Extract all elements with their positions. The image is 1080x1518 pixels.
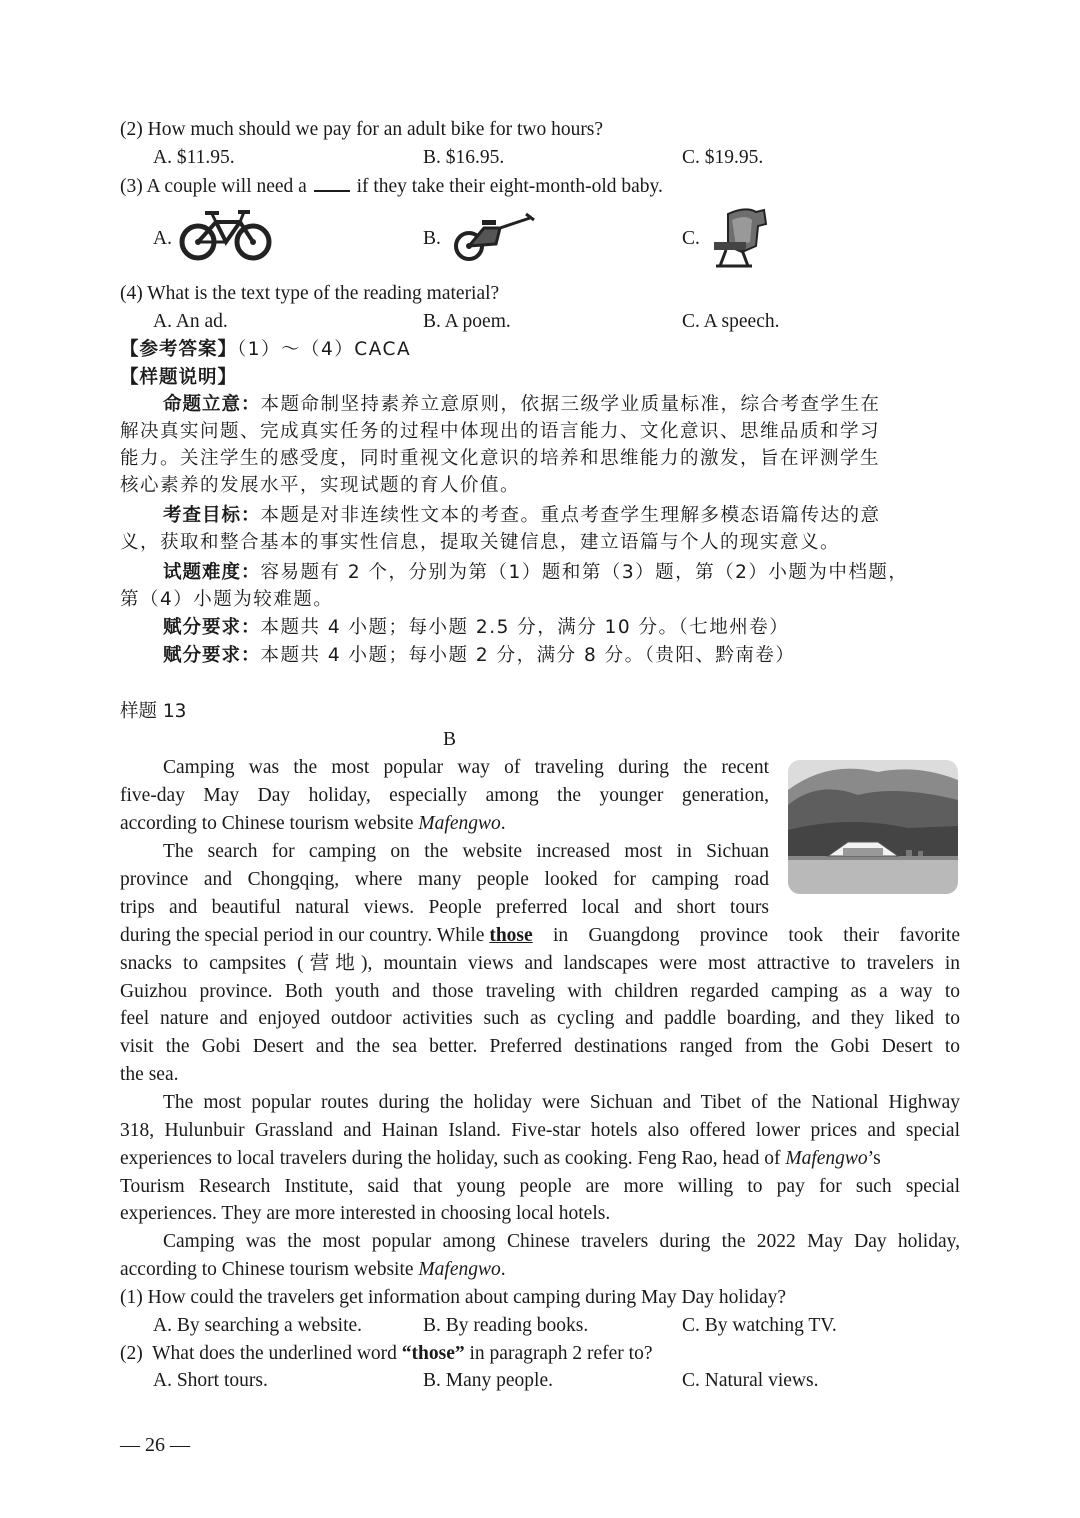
p2-line-7: feel nature and enjoyed outdoor activities such as cycling and paddle boarding, and they liked to — [120, 1008, 960, 1029]
q2-prev-stem: (2) How much should we pay for an adult bike for two hours? — [120, 119, 604, 140]
q1-option-b: B. By reading books. — [423, 1315, 589, 1336]
p4-line-1: Camping was the most popular among Chinese travelers during the 2022 May Day holiday, — [163, 1231, 960, 1252]
child-trailer-icon — [452, 210, 537, 262]
q2-option-a: A. Short tours. — [153, 1370, 268, 1391]
answer-line — [120, 336, 411, 364]
p2-line-6: Guizhou province. Both youth and those traveling with children regarded camping as a way to — [120, 981, 960, 1002]
q1-stem: (1) How could the travelers get information about camping during May Day holiday? — [120, 1287, 787, 1308]
q2-prev-option-b: B. $16.95. — [423, 147, 505, 168]
p3-line-5: experiences. They are more interested in choosing local hotels. — [120, 1203, 611, 1224]
q2-option-b: B. Many people. — [423, 1370, 553, 1391]
q3-prev-stem-pre: (3) A couple will need a — [120, 176, 307, 197]
p2-line-4: during the special period in our country. While those in Guangdong province took their favorite — [120, 922, 960, 950]
difficulty-line-1: 试题难度：容易题有 2 个，分别为第（1）题和第（3）题，第（2）小题为中档题， — [163, 562, 909, 583]
q2-prev-option-c: C. $19.95. — [682, 147, 764, 168]
difficulty-line-2: 第（4）小题为较难题。 — [120, 589, 334, 610]
q3-prev-option-c-label: C. — [682, 228, 700, 249]
goal-label: 考查目标： — [163, 505, 261, 526]
score-label-2: 赋分要求： — [163, 645, 261, 666]
quoted-word: “those” — [401, 1343, 465, 1364]
website-name: Mafengwo — [418, 813, 501, 834]
intent-line-2: 解决真实问题、完成真实任务的过程中体现出的语言能力、文化意识、思维品质和学习 — [120, 421, 881, 442]
p1-line-2: five-day May Day holiday, especially among the younger generation, — [120, 785, 769, 806]
p1-line-1: Camping was the most popular way of traveling during the recent — [163, 757, 769, 778]
underlined-word: those — [489, 925, 533, 946]
p2-line-9: the sea. — [120, 1064, 179, 1085]
page-number: — 26 — — [120, 1434, 190, 1456]
q4-prev-option-c: C. A speech. — [682, 311, 780, 332]
answer-label: 【参考答案】 — [120, 339, 238, 360]
q2-option-c: C. Natural views. — [682, 1370, 819, 1391]
bicycle-icon — [178, 206, 273, 262]
q2-prev-option-a: A. $11.95. — [153, 147, 235, 168]
website-name: Mafengwo — [418, 1259, 501, 1280]
p3-line-3: experiences to local travelers during the holiday, such as cooking. Feng Rao, head of Mafengwo’s — [120, 1148, 881, 1169]
q2-stem: (2) What does the underlined word “those” in paragraph 2 refer to? — [120, 1343, 653, 1364]
q4-prev-option-a: A. An ad. — [153, 311, 228, 332]
score-label-1: 赋分要求： — [163, 617, 261, 638]
sample-title: 样题 13 — [120, 701, 187, 722]
p1-line-3: according to Chinese tourism website Mafengwo. — [120, 813, 506, 834]
p4-line-2: according to Chinese tourism website Mafengwo. — [120, 1259, 506, 1280]
p2-line-5: snacks to campsites (营地), mountain views and landscapes were most attractive to travelers in — [120, 953, 960, 974]
intent-line-3: 能力。关注学生的感受度，同时重视文化意识的培养和思维能力的激发，旨在评测学生 — [120, 448, 881, 469]
explain-label: 【样题说明】 — [120, 367, 238, 388]
p3-line-4: Tourism Research Institute, said that young people are more willing to pay for such special — [120, 1176, 960, 1197]
goal-line-2: 义，获取和整合基本的事实性信息，提取关键信息，建立语篇与个人的现实意义。 — [120, 532, 841, 553]
p2-line-1: The search for camping on the website increased most in Sichuan — [163, 841, 769, 862]
intent-line-1: 命题立意：本题命制坚持素养立意原则，依据三级学业质量标准，综合考查学生在 — [163, 394, 881, 415]
intent-line-4: 核心素养的发展水平，实现试题的育人价值。 — [120, 475, 521, 496]
answer-blank — [314, 172, 350, 192]
q1-option-a: A. By searching a website. — [153, 1315, 363, 1336]
intent-label: 命题立意： — [163, 394, 261, 415]
q3-prev-option-a-label: A. — [153, 228, 172, 249]
goal-line-1: 考查目标：本题是对非连续性文本的考查。重点考查学生理解多模态语篇传达的意 — [163, 505, 881, 526]
q3-prev-stem-post: if they take their eight-month-old baby. — [356, 176, 663, 197]
p3-line-2: 318, Hulunbuir Grassland and Hainan Island. Five-star hotels also offered lower prices and special — [120, 1120, 960, 1141]
q4-prev-option-b: B. A poem. — [423, 311, 511, 332]
q4-prev-stem: (4) What is the text type of the reading material? — [120, 283, 500, 304]
answer-text: （1）～（4）CACA — [237, 339, 412, 360]
q3-prev-stem — [120, 172, 663, 201]
score-line-2: 赋分要求：本题共 4 小题；每小题 2 分，满分 8 分。（贵阳、黔南卷） — [163, 645, 796, 666]
baby-seat-icon — [706, 206, 772, 268]
p3-line-1: The most popular routes during the holiday were Sichuan and Tibet of the National Highway — [163, 1092, 960, 1113]
score-line-1: 赋分要求：本题共 4 小题；每小题 2.5 分，满分 10 分。（七地州卷） — [163, 617, 790, 638]
p2-line-3: trips and beautiful natural views. People preferred local and short tours — [120, 897, 769, 918]
p2-line-2: province and Chongqing, where many people looked for camping road — [120, 869, 769, 890]
q1-option-c: C. By watching TV. — [682, 1315, 837, 1336]
p2-line-8: visit the Gobi Desert and the sea better. Preferred destinations ranged from the Gobi Desert to — [120, 1036, 960, 1057]
camping-photo — [788, 760, 958, 894]
difficulty-label: 试题难度： — [163, 562, 261, 583]
section-heading: B — [443, 729, 457, 750]
q3-prev-option-b-label: B. — [423, 228, 441, 249]
website-name: Mafengwo — [785, 1148, 868, 1169]
